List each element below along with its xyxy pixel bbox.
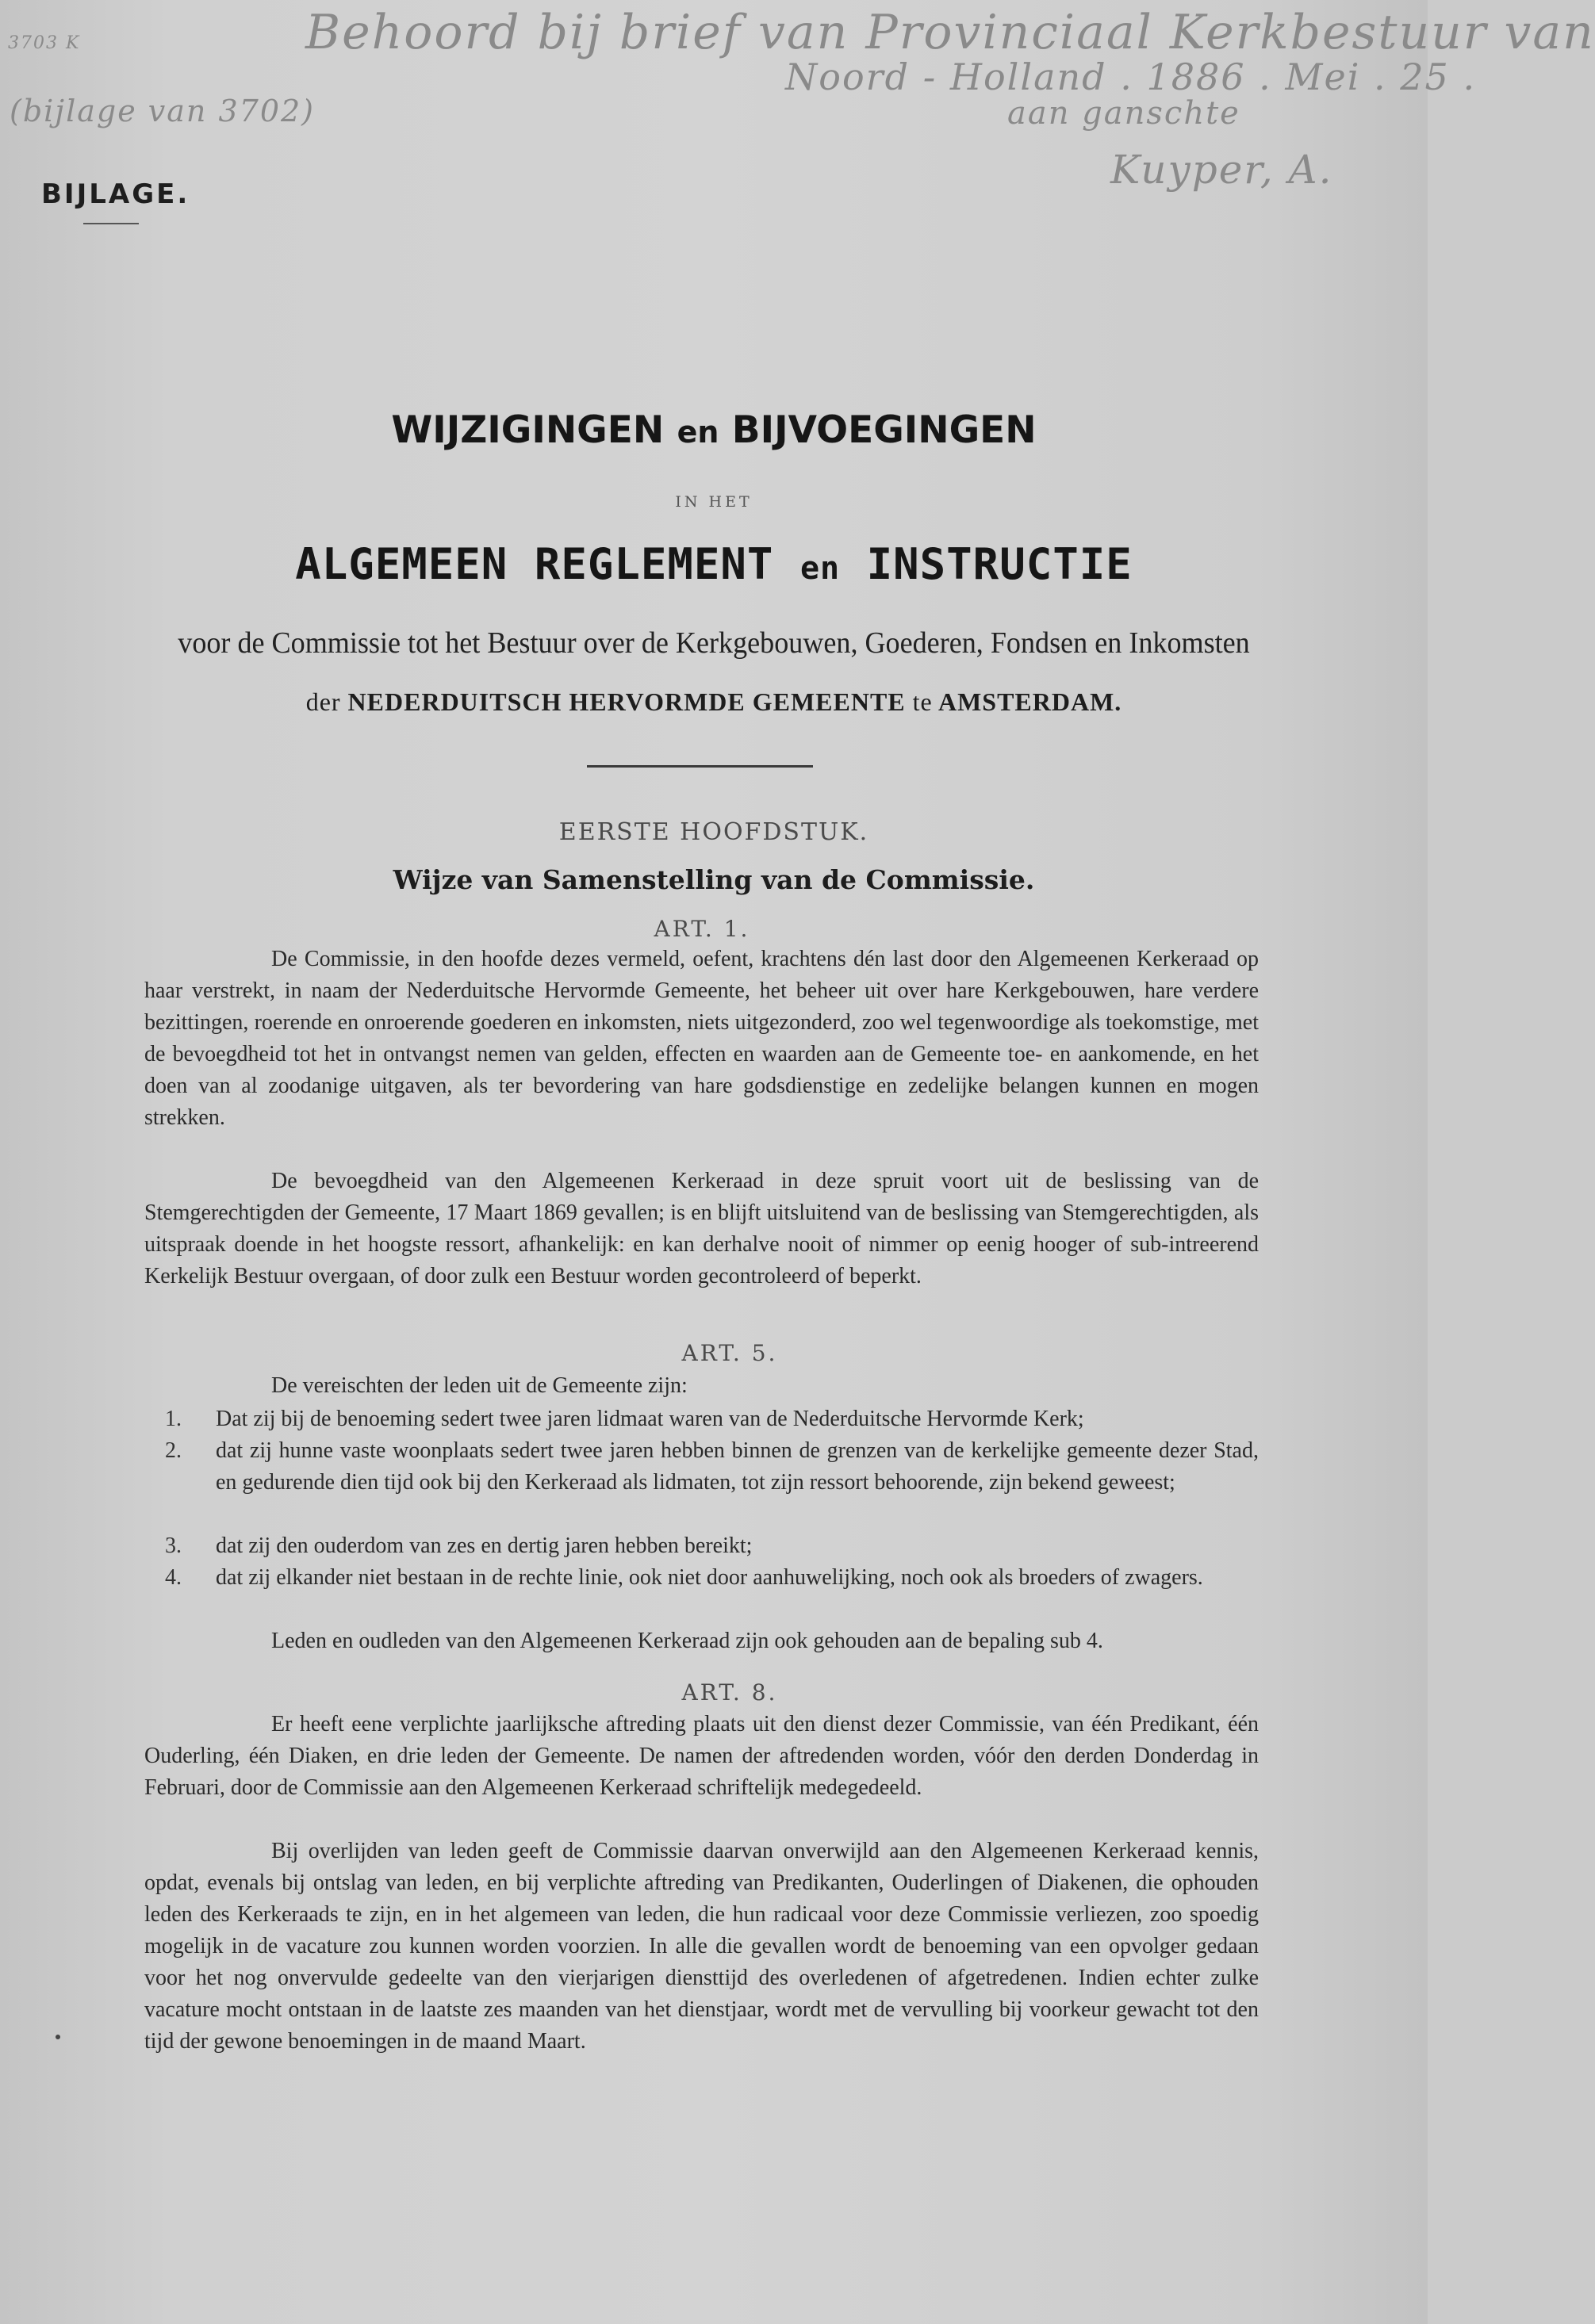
main-title-en: en — [677, 415, 719, 450]
gemeente-name: NEDERDUITSCH HERVORMDE GEMEENTE — [347, 687, 906, 716]
reglement-title-en: en — [799, 550, 841, 587]
gemeente-city: AMSTERDAM. — [937, 687, 1122, 716]
main-title-part-1: WIJZIGINGEN — [391, 408, 665, 452]
handwritten-margin-note: (bijlage van 3702) — [10, 94, 315, 128]
bijlage-underline — [83, 223, 139, 224]
article-1-paragraph-1: De Commissie, in den hoofde dezes vermeld, oefent, krachtens dén last door den Algemeenen Kerkeraad op haar verstrekt, in naam der Nederduitsche Hervormde Gemeente, het beheer uit over hare Kerkgebouwen, hare verdere bezittingen, roerende en onroerende goederen en inkomsten, niets uitgezonderd, zoo wel tegenwoordige als toekomstige, met de bevoegdheid tot het in ontvangst nemen van gelden, effecten en waarden aan de Gemeente toe- en aankomende, en het doen van al zoodanige uitgaven, als ter bevordering van hare godsdienstige en zedelijke belangen kunnen en mogen strekken. — [144, 947, 1259, 1130]
requirement-text: Dat zij bij de benoeming sedert twee jaren lidmaat waren van de Nederduitsche Hervormde Kerk; — [216, 1407, 1084, 1431]
article-8-paragraph-2: Bij overlijden van leden geeft de Commissie daarvan onverwijld aan den Algemeenen Kerkeraad kennis, opdat, evenals bij ontslag van leden, en bij verplichte aftreding van Predikanten, Ouderlingen of Diakenen, die ophouden leden des Kerkeraads te zijn, en in het algemeen van leden, die hun radicaal voor deze Commissie verliezen, zoo spoedig mogelijk in de vacature zou kunnen worden voorzien. In alle die gevallen wordt de benoeming van een opvolger gedaan voor het nog onvervulde gedeelte van den vierjarigen diensttijd des overledenen of afgetredenen. Indien echter zulke vacature mocht ontstaan in de laatste zes maanden van het dienstjaar, wordt met de vervulling bij voorkeur gewacht tot den tijd der gewone benoemingen in de maand Maart. — [144, 1839, 1259, 2054]
chapter-heading: EERSTE HOOFDSTUK. — [558, 818, 869, 846]
article-8-paragraph-1: Er heeft eene verplichte jaarlijksche aftreding plaats uit den dienst dezer Commissie, van één Predikant, één Ouderling, één Diaken, en drie leden der Gemeente. De namen der aftredenden worden, vóór den derden Donderdag in Februari, door de Commissie aan den Algemeenen Kerkeraad schriftelijk medegedeeld. — [144, 1712, 1259, 1800]
article-5-intro: De vereischten der leden uit de Gemeente zijn: — [271, 1373, 688, 1398]
chapter-subheading: Wijze van Samenstelling van de Commissie. — [393, 864, 1035, 895]
requirement-text: dat zij den ouderdom van zes en dertig jaren hebben bereikt; — [216, 1533, 753, 1558]
requirement-text: dat zij hunne vaste woonplaats sedert twee jaren hebben binnen de grenzen van de kerkelijke gemeente dezer Stad, en gedurende dien tijd ook bij den Kerkeraad als lidmaten, tot zijn ressort behoorende, zijn bekend geweest; — [216, 1438, 1259, 1495]
requirement-number: 1. — [165, 1407, 182, 1431]
gemeente-der: der — [305, 687, 341, 716]
reglement-title-part-2: INSTRUCTIE — [866, 539, 1133, 589]
title-divider — [587, 765, 813, 768]
article-1-paragraph-2: De bevoegdheid van den Algemeenen Kerkeraad in deze spruit voort uit de beslissing van de Stemgerechtigden der Gemeente, 17 Maart 1869 gevallen; is en blijft uitsluitend van de beslissing van Stemgerechtigden, als uitspraak doende in het hoogste ressort, afhankelijk: en kan derhalve nooit of nimmer op eenig hooger of sub-intreerend Kerkelijk Bestuur overgaan, of door zulk een Bestuur worden gecontroleerd of beperkt. — [144, 1169, 1259, 1288]
in-het-label: IN HET — [675, 493, 753, 511]
requirement-number: 3. — [165, 1533, 182, 1558]
requirement-number: 2. — [165, 1438, 182, 1463]
article-1-heading: ART. 1. — [654, 916, 750, 942]
commissie-subtitle: voor de Commissie tot het Bestuur over de Kerkgebouwen, Goederen, Fondsen en Inkomsten — [178, 626, 1250, 660]
article-5-closing: Leden en oudleden van den Algemeenen Kerkeraad zijn ook gehouden aan de bepaling sub 4. — [271, 1629, 1103, 1653]
handwritten-margin-number: 3703 K — [8, 33, 81, 53]
gemeente-te: te — [912, 687, 933, 716]
handwritten-annotation-line-3: aan ganschte — [1007, 95, 1240, 132]
margin-mark — [56, 2035, 60, 2039]
article-8-heading: ART. 8. — [681, 1679, 778, 1706]
main-title — [0, 408, 1428, 452]
reglement-title — [0, 539, 1428, 589]
bijlage-label: BIJLAGE. — [41, 178, 190, 210]
requirement-number: 4. — [165, 1565, 182, 1590]
gemeente-subtitle — [0, 687, 1428, 717]
reglement-title-part-1: ALGEMEEN REGLEMENT — [295, 539, 774, 589]
main-title-part-2: BIJVOEGINGEN — [731, 408, 1037, 452]
handwritten-annotation-line-1: Behoord bij brief van Provinciaal Kerkbestuur van — [305, 5, 1595, 60]
handwritten-annotation-line-2: Noord - Holland . 1886 . Mei . 25 . — [785, 56, 1477, 98]
article-5-heading: ART. 5. — [681, 1340, 778, 1366]
requirement-text: dat zij elkander niet bestaan in de rechte linie, ook niet door aanhuwelijking, noch ook als broeders of zwagers. — [216, 1565, 1203, 1590]
handwritten-annotation-line-4: Kuyper, A. — [1110, 147, 1333, 193]
